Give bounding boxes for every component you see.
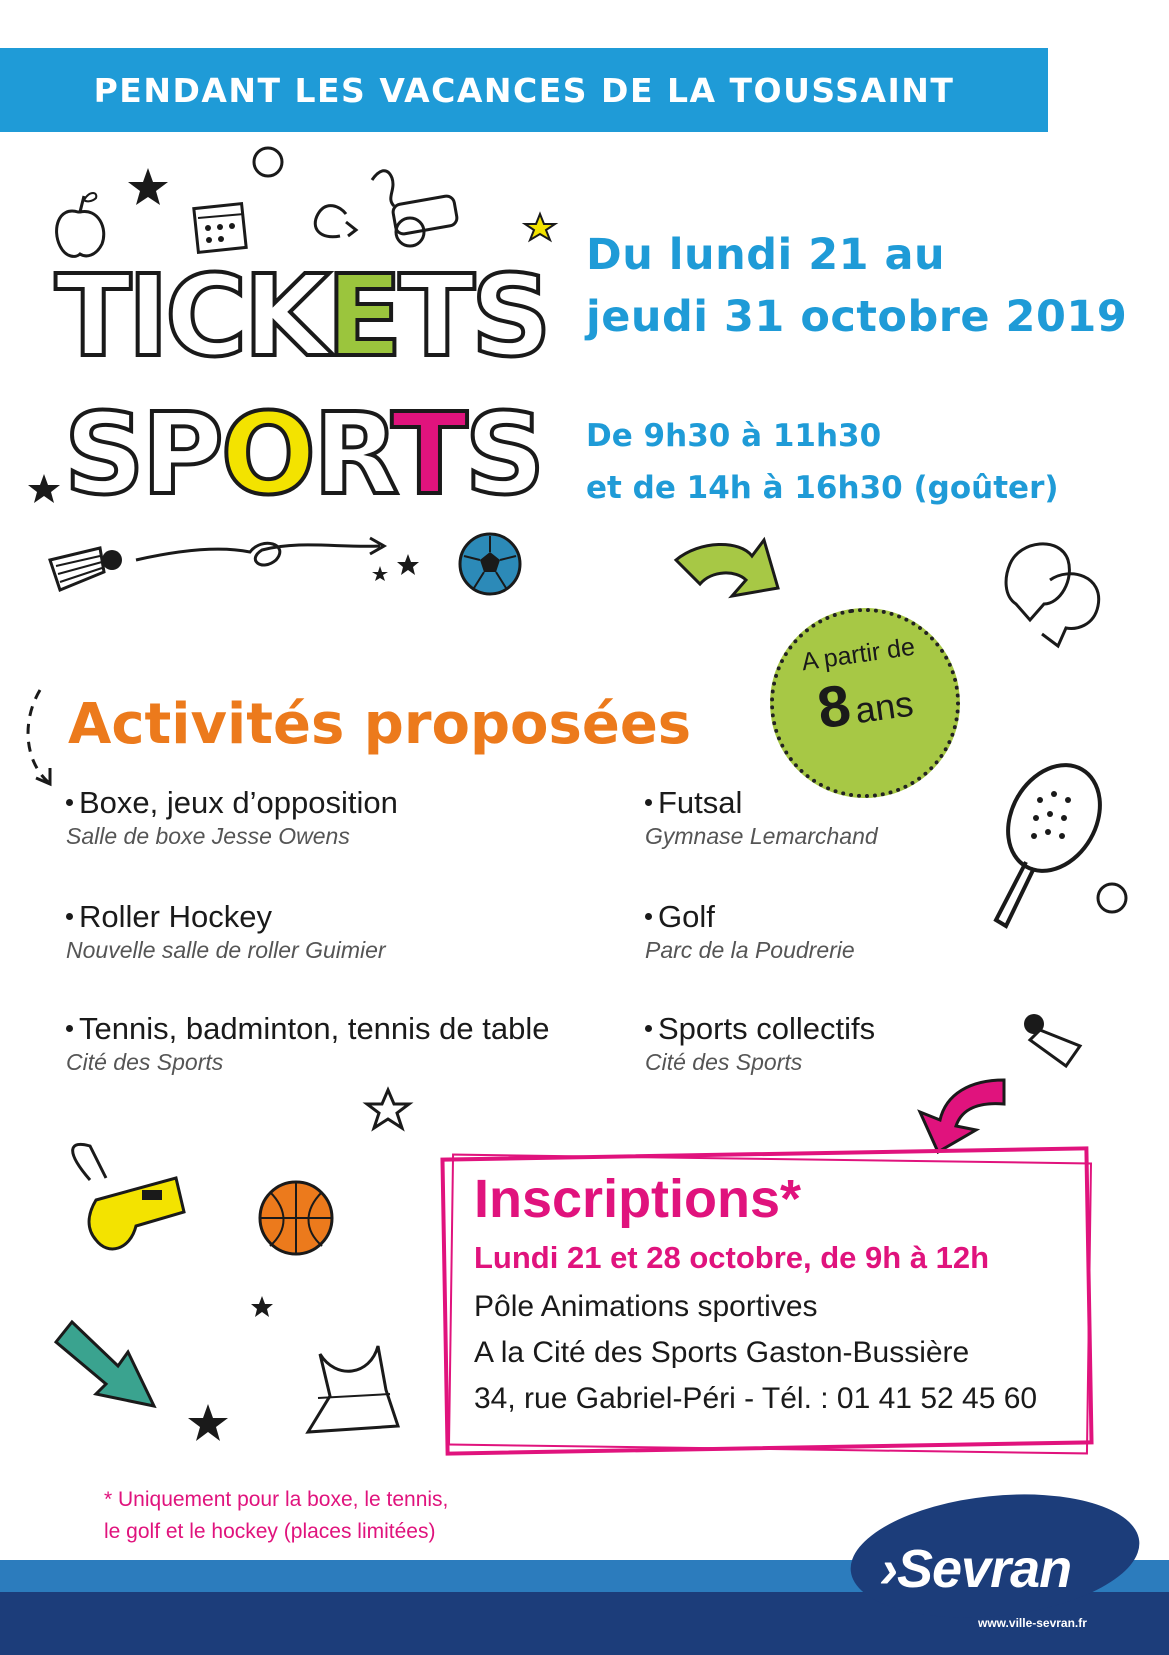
banner-text: PENDANT LES VACANCES DE LA TOUSSAINT: [93, 70, 955, 110]
shuttlecock-icon: [50, 548, 122, 590]
star-icon: [128, 168, 168, 205]
activity-place: Salle de boxe Jesse Owens: [66, 823, 350, 849]
bullet-icon: [645, 1025, 652, 1032]
pink-arrow-icon: [920, 1080, 1004, 1152]
footnote: [104, 1484, 448, 1548]
activity-item: [645, 784, 878, 850]
logo-url: www.ville-sevran.fr: [978, 1616, 1087, 1630]
bullet-icon: [66, 799, 73, 806]
teal-arrow-icon: [56, 1322, 154, 1406]
inscriptions-address-1: A la Cité des Sports Gaston-Bussière: [474, 1336, 970, 1369]
green-arrow-icon: [676, 540, 778, 596]
star-icon: [525, 214, 555, 240]
age-badge-unit: ans: [852, 682, 916, 732]
whistle-icon: [315, 171, 458, 246]
activity-name: Roller Hockey: [79, 899, 272, 934]
star-icon: [372, 566, 388, 581]
bullet-icon: [66, 1025, 73, 1032]
boxing-gloves-icon: [1006, 544, 1099, 646]
star-icon: [397, 554, 419, 575]
sevran-logo-text: ›Sevran: [880, 1539, 1072, 1599]
footnote-line1: * Uniquement pour la boxe, le tennis,: [104, 1488, 449, 1511]
sports-bra-icon: [308, 1346, 398, 1432]
activity-item: [66, 898, 386, 964]
activity-place: Parc de la Poudrerie: [645, 937, 855, 963]
activity-place: Nouvelle salle de roller Guimier: [66, 937, 386, 963]
event-dates: [586, 224, 1127, 348]
star-icon: [367, 1090, 409, 1128]
racket-icon: [990, 749, 1126, 926]
event-hours: [586, 410, 1059, 514]
activity-item: [645, 1010, 875, 1076]
activity-name: Tennis, badminton, tennis de table: [79, 1011, 550, 1046]
inscriptions-venue: Pôle Animations sportives: [474, 1290, 818, 1323]
bullet-icon: [645, 799, 652, 806]
inscriptions-dates: Lundi 21 et 28 octobre, de 9h à 12h: [474, 1240, 990, 1275]
activity-place: Cité des Sports: [66, 1049, 224, 1075]
activities-title: Activités proposées: [68, 692, 692, 757]
dates-line2: jeudi 31 octobre 2019: [586, 292, 1128, 342]
inscriptions-title: Inscriptions*: [474, 1169, 802, 1229]
shuttlecock-icon: [1024, 1014, 1080, 1066]
age-badge-prefix: A partir de: [799, 632, 917, 677]
star-icon: [28, 474, 60, 503]
hours-line2: et de 14h à 16h30 (goûter): [586, 470, 1059, 506]
tickets-title: TICKETS: [55, 252, 548, 382]
activity-name: Futsal: [658, 785, 743, 820]
activity-item: [66, 784, 398, 850]
basketball-icon: [260, 1182, 332, 1254]
activity-item: [66, 1010, 549, 1076]
bullet-icon: [645, 913, 652, 920]
calendar-icon: [194, 204, 246, 253]
bullet-icon: [66, 913, 73, 920]
activity-name: Sports collectifs: [658, 1011, 876, 1046]
whistle-icon: [73, 1144, 184, 1249]
sports-title: SPORTS: [64, 390, 543, 520]
logo-name: Sevran: [896, 1539, 1072, 1599]
dates-line1: Du lundi 21 au: [586, 230, 946, 280]
star-icon: [188, 1404, 228, 1441]
activity-place: Cité des Sports: [645, 1049, 803, 1075]
soccer-ball-icon: [460, 534, 520, 594]
hours-line1: De 9h30 à 11h30: [586, 418, 882, 454]
footnote-line2: le golf et le hockey (places limitées): [104, 1520, 436, 1543]
inscriptions-address-2: 34, rue Gabriel-Péri - Tél. : 01 41 52 45 60: [474, 1382, 1038, 1415]
ball-icon: [254, 148, 282, 176]
age-badge-number: 8: [813, 672, 855, 742]
activity-name: Boxe, jeux d’opposition: [79, 785, 398, 820]
apple-icon: [57, 193, 104, 256]
arrow-icon: [136, 543, 380, 565]
dashed-arrow-icon: [28, 690, 48, 782]
activity-item: [645, 898, 855, 964]
activity-place: Gymnase Lemarchand: [645, 823, 878, 849]
activity-name: Golf: [658, 899, 715, 934]
star-icon: [251, 1296, 273, 1317]
